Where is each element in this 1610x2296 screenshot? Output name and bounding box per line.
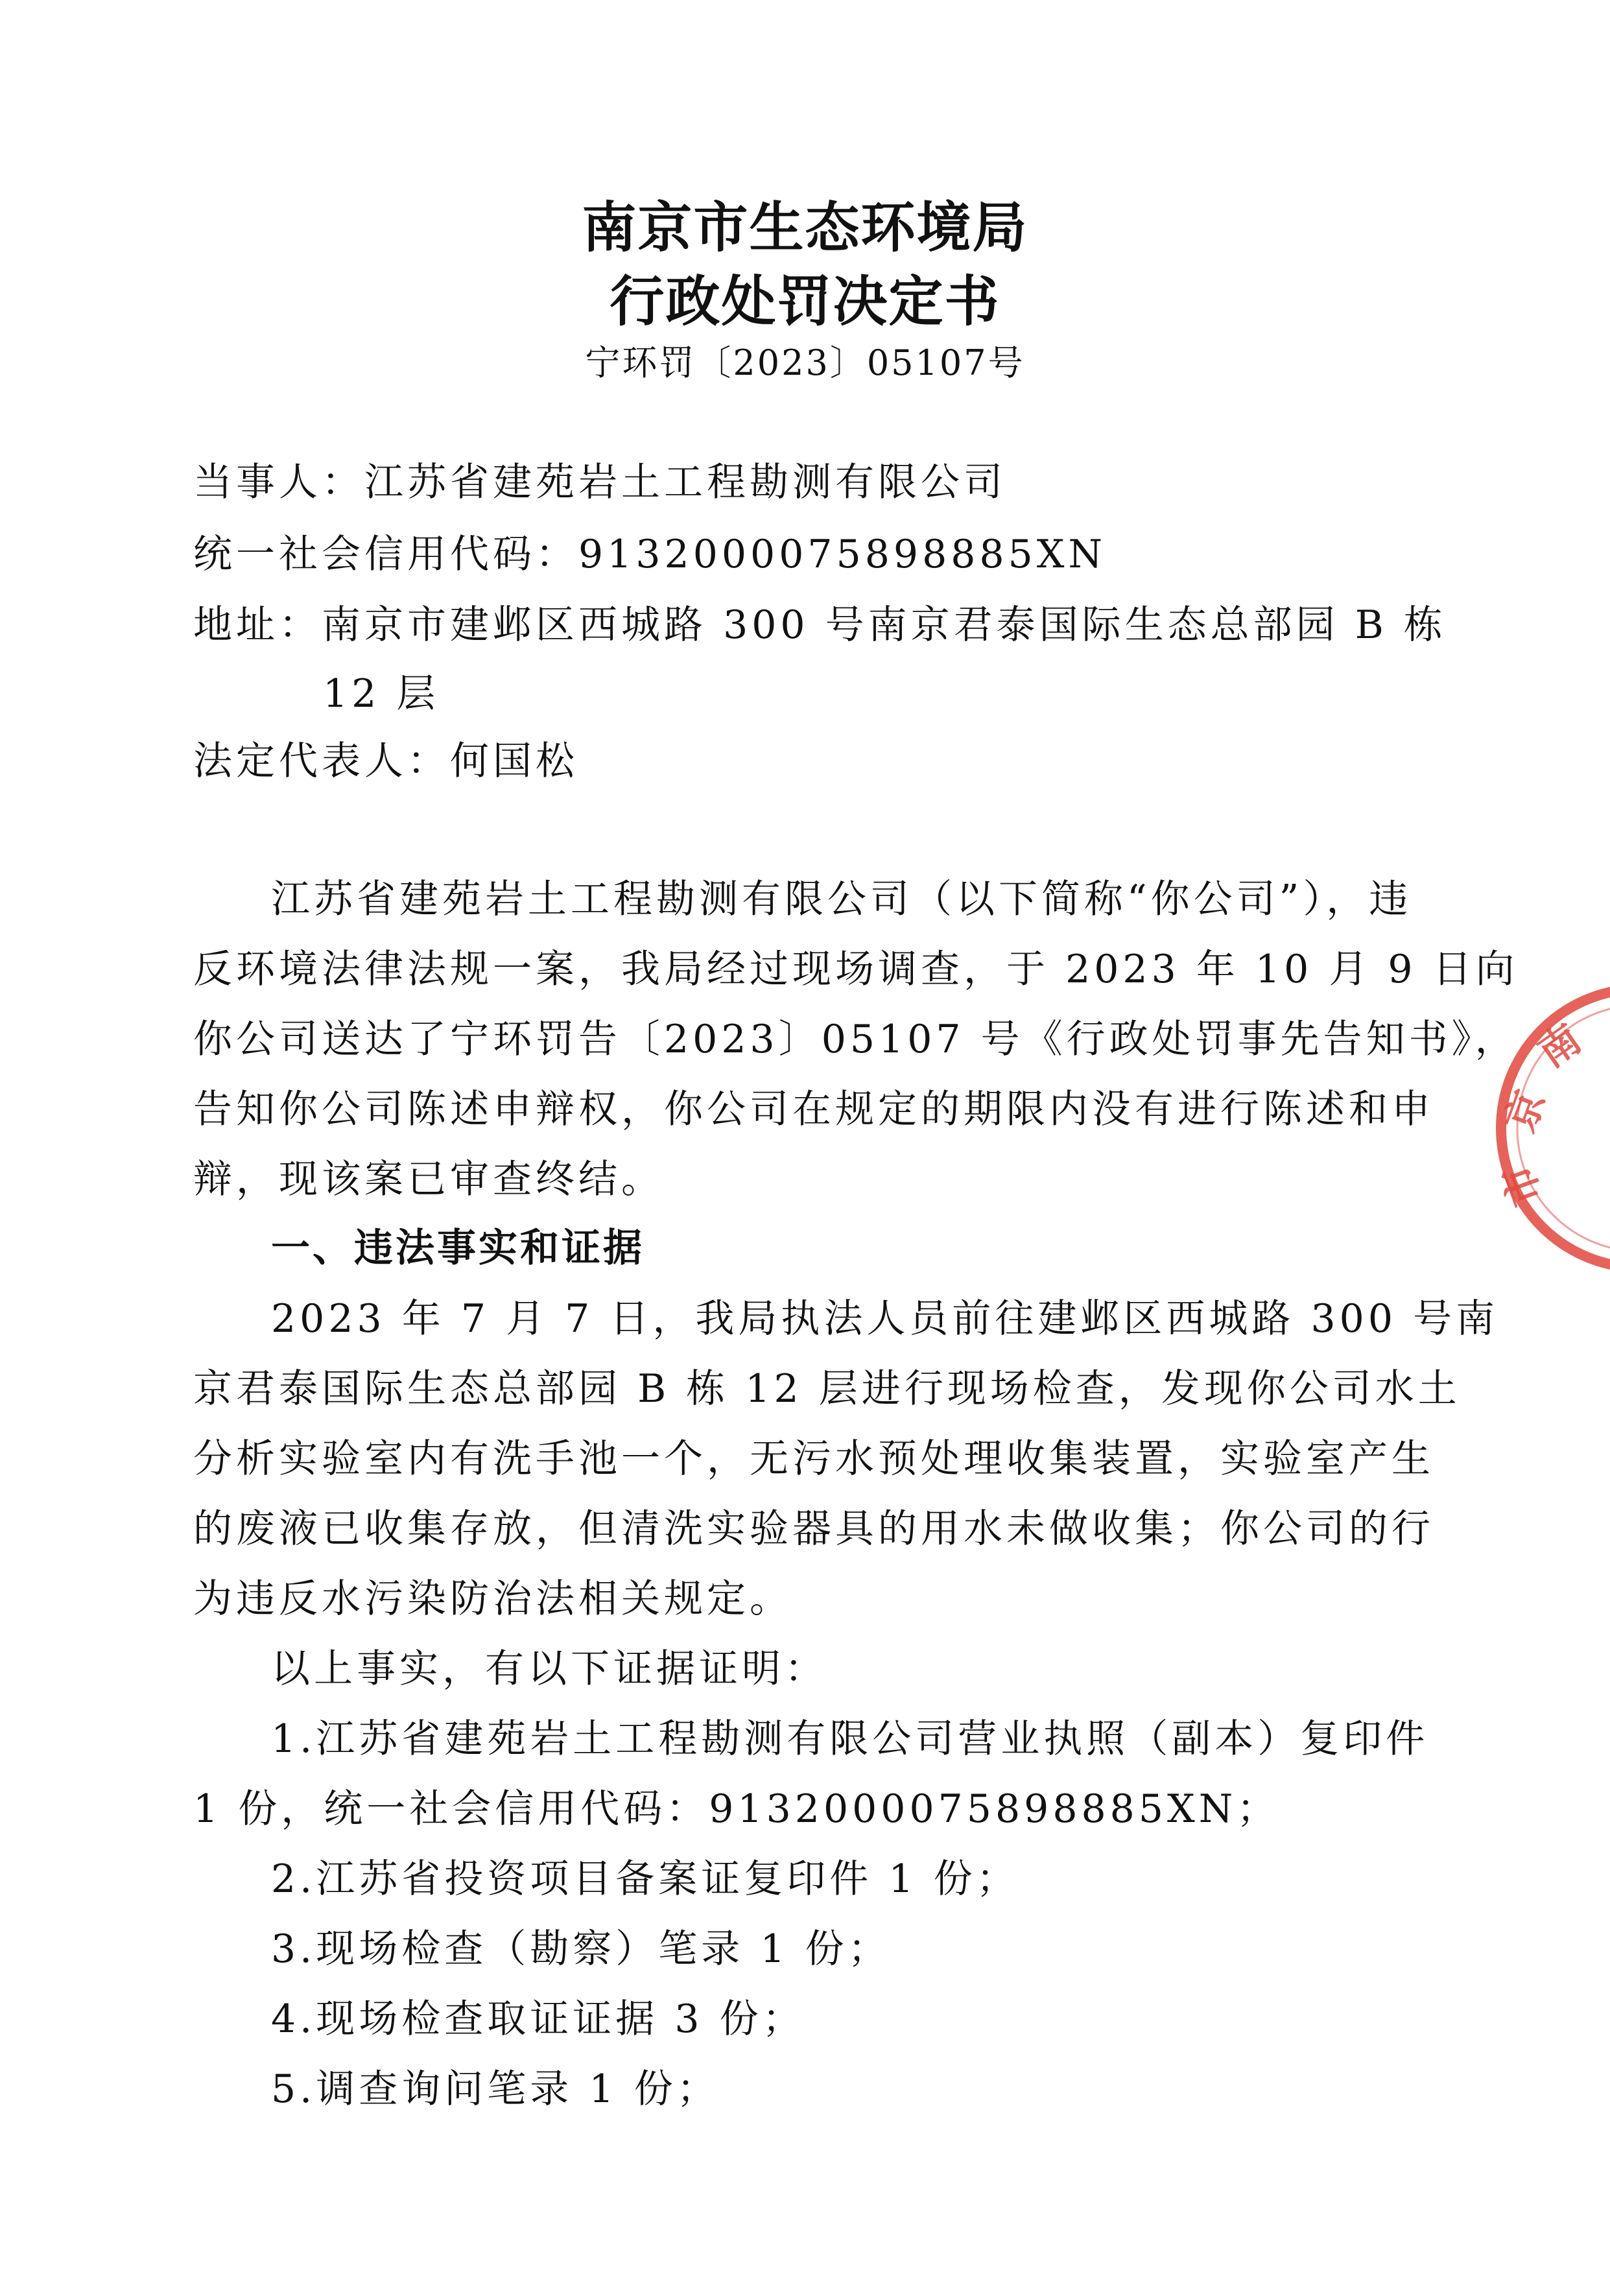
intro-line: 江苏省建苑岩土工程勘测有限公司（以下简称“你公司”），违 xyxy=(271,877,1412,922)
address-line-1: 地址：南京市建邺区西城路 300 号南京君泰国际生态总部园 B 栋 xyxy=(193,602,1447,648)
svg-text:南: 南 xyxy=(1529,1014,1590,1077)
evidence-item: 2.江苏省投资项目备案证复印件 1 份； xyxy=(271,1856,1019,1902)
facts-line: 京君泰国际生态总部园 B 栋 12 层进行现场检查，发现你公司水土 xyxy=(193,1366,1461,1412)
evidence-item: 4.现场检查取证证据 3 份； xyxy=(271,1996,805,2042)
intro-line: 告知你公司陈述申辩权，你公司在规定的期限内没有进行陈述和申 xyxy=(193,1087,1434,1132)
address-line-2: 12 层 xyxy=(323,671,440,716)
document-title-agency: 南京市生态环境局 xyxy=(582,196,1028,259)
intro-line: 辩，现该案已审查终结。 xyxy=(193,1157,664,1202)
facts-line: 的废液已收集存放，但清洗实验器具的用水未做收集；你公司的行 xyxy=(193,1506,1434,1552)
credit-code: 统一社会信用代码：9132000075898885XN xyxy=(193,532,1106,577)
section-heading-facts: 一、违法事实和证据 xyxy=(271,1225,645,1271)
document-number: 宁环罚〔2023〕05107号 xyxy=(585,342,1025,383)
party-name: 当事人：江苏省建苑岩土工程勘测有限公司 xyxy=(193,460,1006,505)
evidence-item: 1.江苏省建苑岩土工程勘测有限公司营业执照（副本）复印件 xyxy=(271,1716,1429,1762)
evidence-item-continued: 1 份，统一社会信用代码：9132000075898885XN； xyxy=(193,1786,1280,1832)
svg-text:市: 市 xyxy=(1493,1158,1552,1213)
intro-line: 反环境法律法规一案，我局经过现场调查，于 2023 年 10 月 9 日向 xyxy=(193,947,1519,992)
evidence-item: 5.调查询问笔录 1 份； xyxy=(271,2066,720,2112)
evidence-intro: 以上事实，有以下证据证明： xyxy=(271,1646,827,1692)
facts-line: 为违反水污染防治法相关规定。 xyxy=(193,1576,792,1622)
facts-line: 2023 年 7 月 7 日，我局执法人员前往建邺区西城路 300 号南 xyxy=(271,1296,1499,1342)
official-seal-stamp xyxy=(1491,979,1610,1277)
facts-line: 分析实验室内有洗手池一个，无污水预处理收集装置，实验室产生 xyxy=(193,1436,1434,1482)
intro-line: 你公司送达了宁环罚告〔2023〕05107 号《行政处罚事先告知书》， xyxy=(193,1017,1518,1062)
document-title-type: 行政处罚决定书 xyxy=(610,270,1000,333)
legal-representative: 法定代表人：何国松 xyxy=(193,739,578,784)
svg-text:京: 京 xyxy=(1496,1083,1555,1139)
evidence-item: 3.现场检查（勘察）笔录 1 份； xyxy=(271,1926,891,1972)
